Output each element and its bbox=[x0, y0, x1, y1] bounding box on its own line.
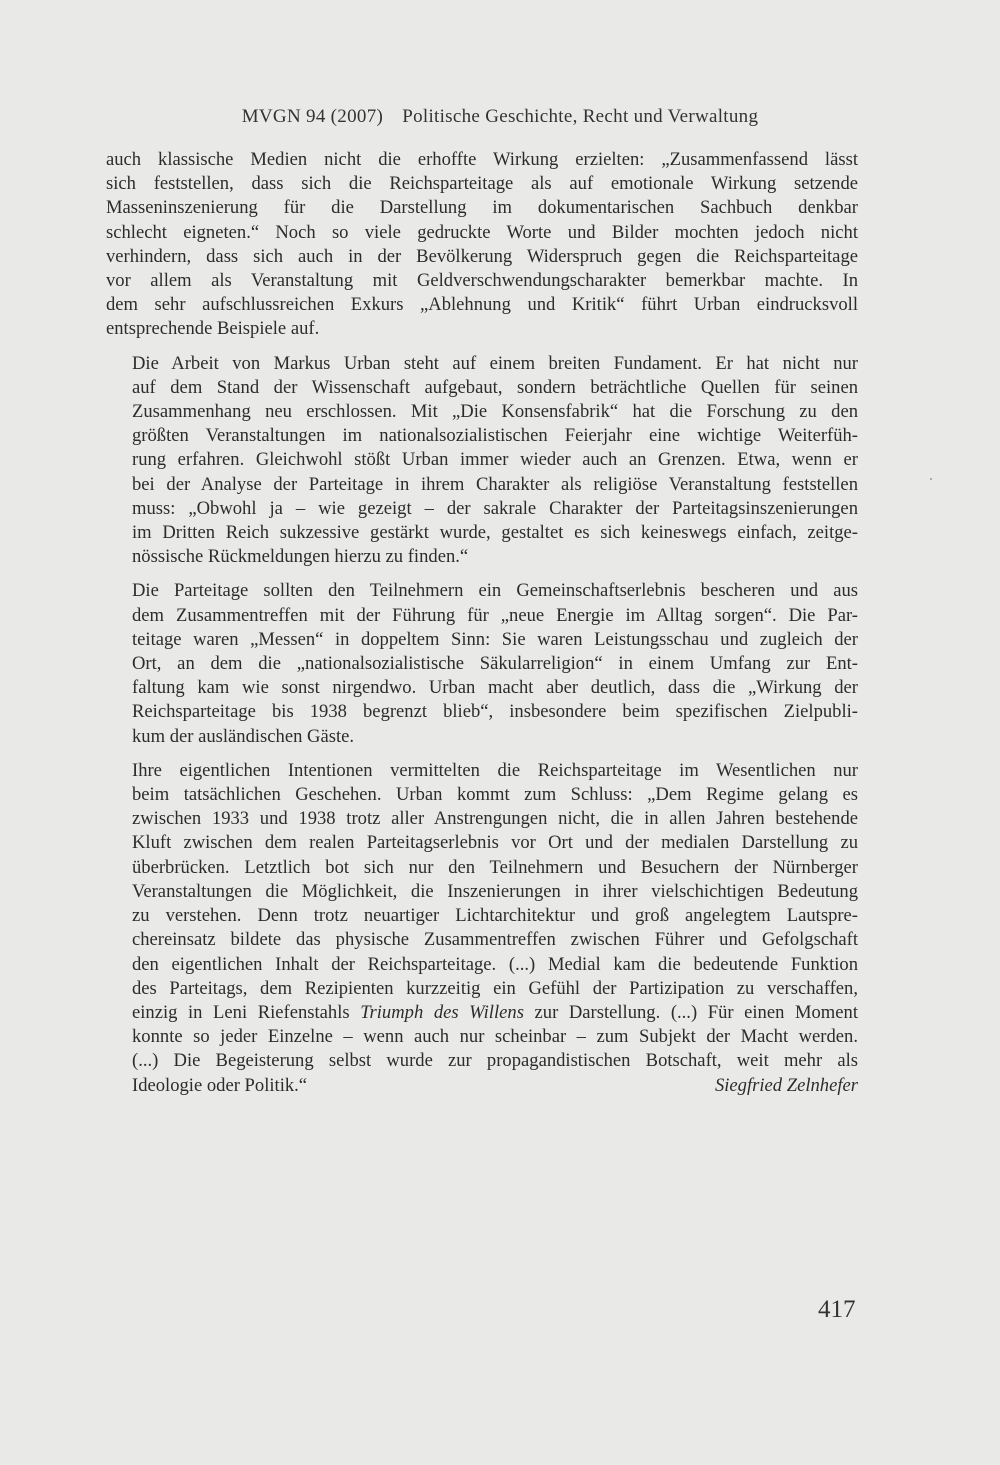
text-line: auf dem Stand der Wissenschaft aufgebaut, sondern beträchtliche Quellen für seinen bbox=[132, 376, 858, 398]
text-fragment: einzig in Leni Riefenstahls bbox=[132, 1001, 361, 1023]
text-line: größten Veranstaltungen im nationalsozialistischen Feierjahr eine wichtige Weiterfüh- bbox=[132, 425, 858, 447]
text-line: im Dritten Reich sukzessive gestärkt wurde, gestaltet es sich keineswegs einfach, zeitge- bbox=[132, 522, 858, 544]
text-line: des Parteitags, dem Rezipienten kurzzeitig ein Gefühl der Partizipation zu verschaffen, bbox=[132, 977, 858, 999]
text-line: chereinsatz bildete das physische Zusammentreffen zwischen Führer und Gefolgschaft bbox=[132, 929, 858, 951]
running-header bbox=[0, 104, 1000, 130]
text-line: entsprechende Beispiele auf. bbox=[106, 318, 320, 340]
text-line: Ort, an dem die „nationalsozialistische Säkularreligion“ in einem Umfang zur Ent- bbox=[132, 653, 858, 675]
text-line: schlecht eigneten.“ Noch so viele gedruckte Worte und Bilder mochten jedoch nicht bbox=[106, 221, 858, 243]
text-line: Veranstaltungen die Möglichkeit, die Inszenierungen in ihrer vielschichtigen Bedeutung bbox=[132, 880, 858, 902]
text-line: den eigentlichen Inhalt der Reichsparteitage. (...) Medial kam die bedeutende Funktion bbox=[132, 953, 858, 975]
film-title: Triumph des Willens bbox=[360, 1001, 524, 1023]
text-line: konnte so jeder Einzelne – wenn auch nur scheinbar – zum Subjekt der Macht werden. bbox=[132, 1026, 858, 1048]
paragraph-2 bbox=[106, 352, 858, 570]
text-line: sich feststellen, dass sich die Reichsparteitage als auf emotionale Wirkung setzende bbox=[106, 173, 858, 195]
review-body bbox=[106, 148, 858, 1098]
text-line: beim tatsächlichen Geschehen. Urban kommt zum Schluss: „Dem Regime gelang es bbox=[132, 784, 858, 806]
text-line: Kluft zwischen dem realen Parteitagserlebnis vor Ort und der medialen Darstellung zu bbox=[132, 832, 858, 854]
journal-reference: MVGN 94 (2007) bbox=[241, 106, 384, 127]
text-line: verhindern, dass sich auch in der Bevölkerung Widerspruch gegen die Reichsparteitage bbox=[106, 245, 858, 267]
section-title: Politische Geschichte, Recht und Verwaltung bbox=[402, 106, 759, 127]
text-line: muss: „Obwohl ja – wie gezeigt – der sakrale Charakter der Parteitagsinszenierungen bbox=[132, 497, 858, 519]
text-line: Masseninszenierung für die Darstellung im dokumentarischen Sachbuch denkbar bbox=[106, 197, 858, 219]
text-line: nössische Rückmeldungen hierzu zu finden.“ bbox=[132, 546, 469, 568]
text-line-with-film-title bbox=[106, 1001, 858, 1025]
text-line: teitage waren „Messen“ in doppeltem Sinn: Sie waren Leistungsschau und zugleich der bbox=[132, 628, 858, 650]
closing-line bbox=[106, 1074, 858, 1098]
text-line: bei der Analyse der Parteitage in ihrem Charakter als religiöse Veranstaltung feststellen bbox=[132, 473, 858, 495]
text-line: Zusammenhang neu erschlossen. Mit „Die Konsensfabrik“ hat die Forschung zu den bbox=[132, 401, 858, 423]
text-line: Die Parteitage sollten den Teilnehmern ein Gemeinschaftserlebnis bescheren und aus bbox=[132, 580, 858, 602]
closing-text: Ideologie oder Politik.“ bbox=[132, 1074, 308, 1096]
paragraph-4 bbox=[106, 759, 858, 1098]
paragraph-1 bbox=[106, 148, 858, 342]
text-line: auch klassische Medien nicht die erhoffte Wirkung erzielten: „Zusammenfassend lässt bbox=[106, 149, 858, 170]
page-number: 417 bbox=[818, 1296, 856, 1323]
text-line: faltung kam wie sonst nirgendwo. Urban macht aber deutlich, dass die „Wirkung der bbox=[132, 677, 858, 699]
text-line: Ihre eigentlichen Intentionen vermittelten die Reichsparteitage im Wesentlichen nur bbox=[132, 759, 858, 781]
author-signature: Siegfried Zelnhefer bbox=[714, 1074, 858, 1096]
text-line: zwischen 1933 und 1938 trotz aller Anstrengungen nicht, die in allen Jahren bestehende bbox=[132, 808, 858, 830]
text-line: dem sehr aufschlussreichen Exkurs „Ablehnung und Kritik“ führt Urban eindrucksvoll bbox=[106, 294, 858, 316]
scan-speck bbox=[930, 478, 932, 480]
text-line: dem Zusammentreffen mit der Führung für „neue Energie im Alltag sorgen“. Die Par- bbox=[132, 604, 858, 626]
paragraph-3 bbox=[106, 579, 858, 748]
text-line: zu verstehen. Denn trotz neuartiger Lichtarchitektur und groß angelegtem Lautspre- bbox=[132, 905, 858, 927]
text-line: kum der ausländischen Gäste. bbox=[132, 725, 355, 747]
text-line: Die Arbeit von Markus Urban steht auf einem breiten Fundament. Er hat nicht nur bbox=[132, 352, 858, 374]
text-line: überbrücken. Letztlich bot sich nur den Teilnehmern und Besuchern der Nürnberger bbox=[132, 856, 858, 878]
text-line: rung erfahren. Gleichwohl stößt Urban immer wieder auch an Grenzen. Etwa, wenn er bbox=[132, 449, 858, 471]
text-line: Reichsparteitage bis 1938 begrenzt blieb“, insbesondere beim spezifischen Zielpubli- bbox=[132, 701, 858, 723]
text-fragment: zur Darstellung. (...) Für einen Moment bbox=[523, 1001, 858, 1023]
text-line: (...) Die Begeisterung selbst wurde zur propagandistischen Botschaft, weit mehr als bbox=[132, 1050, 858, 1072]
text-line: vor allem als Veranstaltung mit Geldverschwendungscharakter bemerkbar machte. In bbox=[106, 270, 858, 292]
